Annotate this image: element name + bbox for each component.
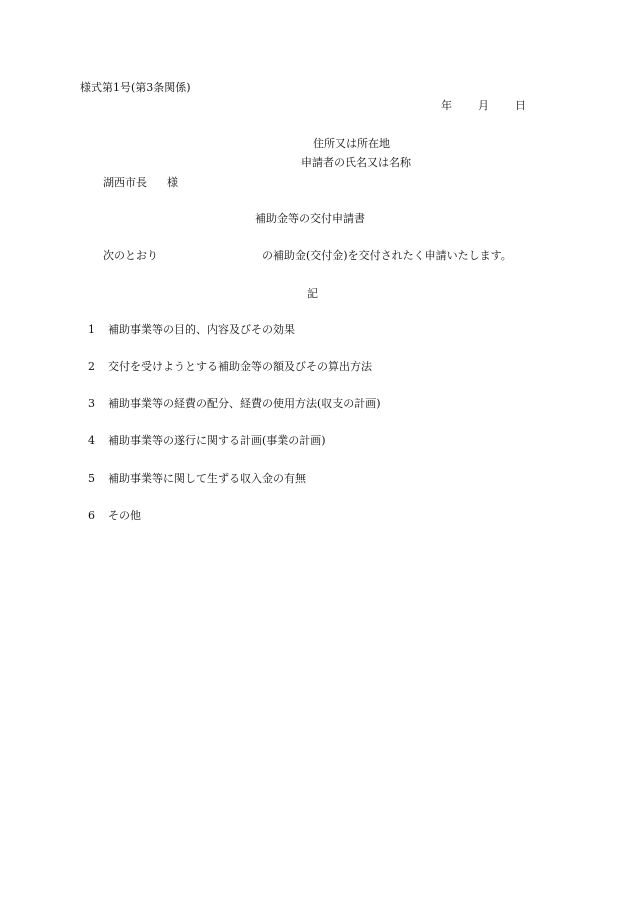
applicant-address-label: 住所又は所在地 [313,137,390,150]
item-text: 補助事業等の経費の配分、経費の使用方法(収支の計画) [108,397,381,410]
application-statement [103,250,512,261]
date-day-label: 日 [515,99,526,112]
item-text: その他 [108,509,141,522]
document-title: 補助金等の交付申請書 [255,212,365,225]
recipient-name: 湖西市長 [103,176,147,189]
form-number: 様式第1号(第3条関係) [80,81,191,94]
date-month-label: 月 [478,99,489,112]
list-item [88,398,381,409]
list-item [88,510,141,521]
item-text: 補助事業等の目的、内容及びその効果 [108,323,295,336]
item-number: 2 [88,360,95,373]
list-item [88,324,295,335]
item-number: 4 [88,434,95,447]
statement-prefix: 次のとおり [103,249,158,262]
ki-heading: 記 [307,287,318,300]
item-number: 6 [88,509,95,522]
item-number: 5 [88,472,95,485]
date-line [441,100,526,111]
item-number: 3 [88,397,95,410]
list-item [88,473,306,484]
list-item [88,435,326,446]
item-text: 補助事業等の遂行に関する計画(事業の計画) [108,434,326,447]
item-number: 1 [88,323,95,336]
applicant-name-label: 申請者の氏名又は名称 [301,156,411,169]
item-text: 交付を受けようとする補助金等の額及びその算出方法 [108,360,372,373]
list-item [88,361,372,372]
statement-suffix: の補助金(交付金)を交付されたく申請いたします。 [262,249,512,262]
recipient-line [103,177,178,188]
recipient-honorific: 様 [167,176,178,189]
date-year-label: 年 [441,99,452,112]
item-text: 補助事業等に関して生ずる収入金の有無 [108,472,306,485]
